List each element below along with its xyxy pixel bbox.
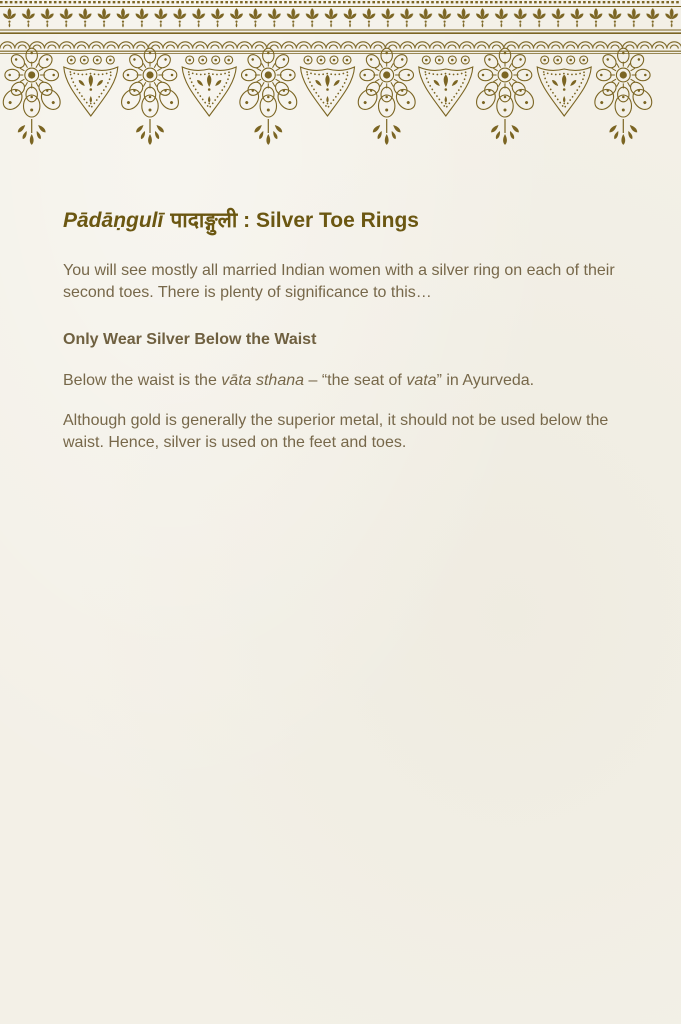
ayurveda-text: Below the waist is the xyxy=(63,371,222,389)
intro-paragraph: You will see mostly all married Indian women with a silver ring on each of their second toes. There is plenty of significance to this… xyxy=(63,262,620,301)
closing-paragraph: Although gold is generally the superior metal, it should not be used below the waist. Hence, silver is used on the feet and toes. xyxy=(63,412,613,451)
title-devanagari: पादाङ्गुली xyxy=(170,208,238,232)
henna-border-icon xyxy=(0,0,681,148)
section-subheading: Only Wear Silver Below the Waist xyxy=(63,331,317,348)
title-separator: : xyxy=(237,209,256,232)
ayurveda-term-vata: vata xyxy=(406,371,437,389)
henna-border-ornament xyxy=(0,0,681,148)
ayurveda-paragraph xyxy=(63,370,633,392)
ayurveda-text: ” in Ayurveda. xyxy=(436,371,535,389)
page-title xyxy=(63,205,633,236)
ayurveda-term-vata-sthana: vāta sthana xyxy=(221,371,305,389)
article-body xyxy=(0,205,681,453)
ayurveda-text: – “the seat of xyxy=(304,371,407,389)
title-english: Silver Toe Rings xyxy=(255,209,419,232)
title-sanskrit-transliteration: Pādāṇgulī xyxy=(63,209,164,232)
